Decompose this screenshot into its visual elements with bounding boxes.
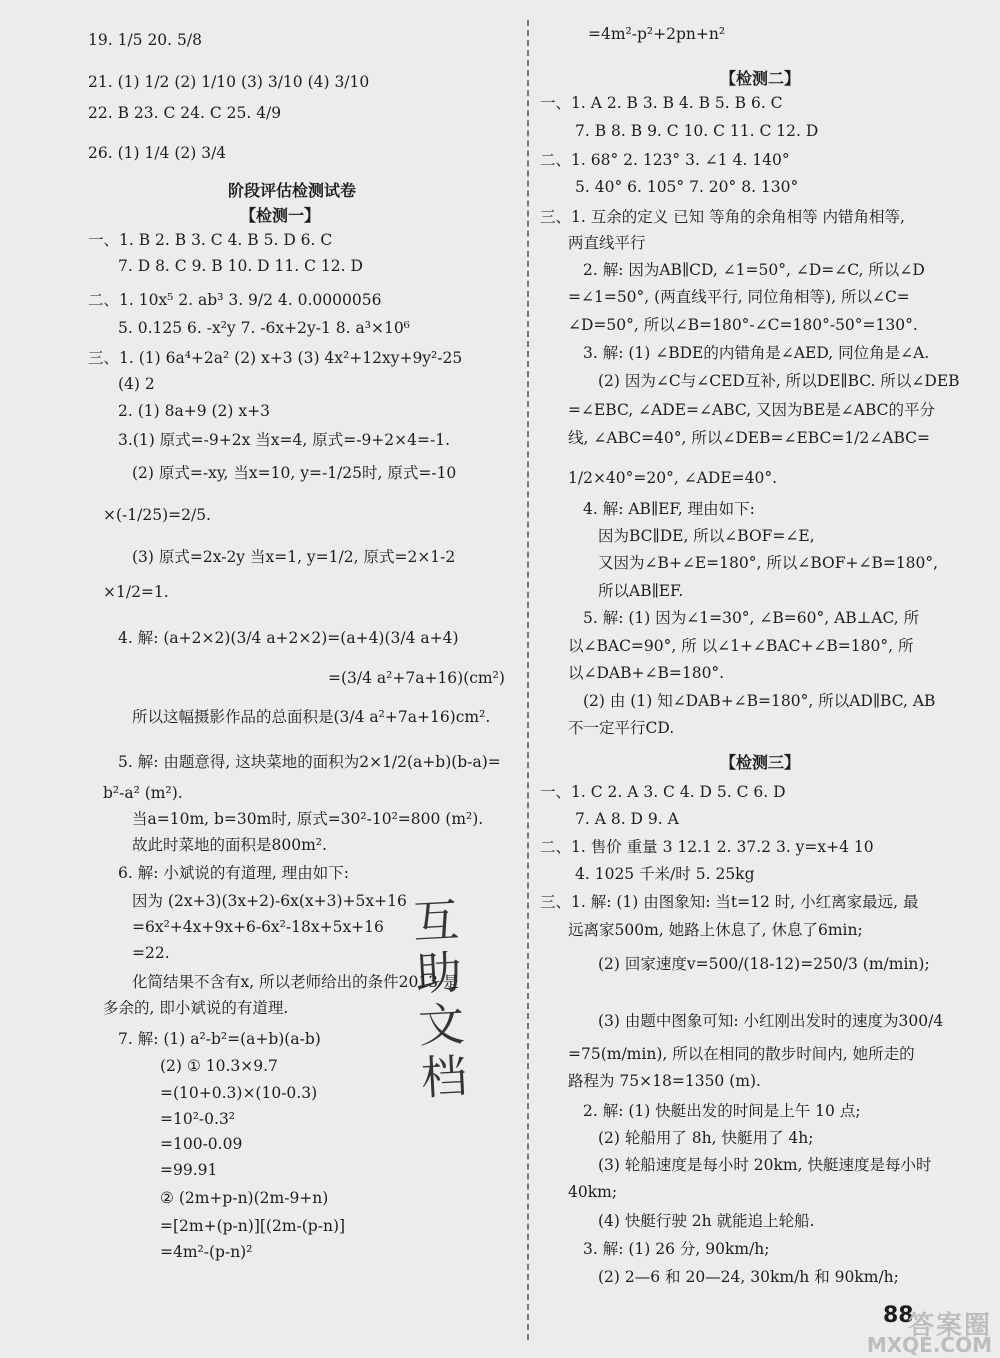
answer-line: 远离家500m, 她路上休息了, 休息了6min; — [568, 921, 863, 939]
answer-line: 以∠DAB+∠B=180°. — [568, 664, 725, 682]
answer-line: (2) 原式=-xy, 当x=10, y=-1/25时, 原式=-10 — [132, 464, 457, 482]
answer-line: 故此时菜地的面积是800m². — [132, 836, 327, 854]
answer-line: 3. 解: (1) ∠BDE的内错角是∠AED, 同位角是∠A. — [583, 344, 930, 362]
answer-line: 三、1. 互余的定义 已知 等角的余角相等 内错角相等, — [540, 208, 905, 226]
answer-line: 4. 解: AB∥EF, 理由如下: — [583, 500, 755, 518]
answer-line: 2. (1) 8a+9 (2) x+3 — [118, 402, 270, 420]
answer-line: 所以AB∥EF. — [598, 582, 684, 600]
answer-line: (2) 由 (1) 知∠DAB+∠B=180°, 所以AD∥BC, AB — [583, 692, 936, 710]
handwritten-char: 文 — [416, 996, 466, 1054]
answer-line: 22. B 23. C 24. C 25. 4/9 — [88, 104, 282, 122]
answer-line: 二、1. 10x⁵ 2. ab³ 3. 9/2 4. 0.0000056 — [88, 291, 382, 309]
answer-line: =[2m+(p-n)][(2m-(p-n)] — [160, 1217, 346, 1235]
answer-line: (3) 由题中图象可知: 小红刚出发时的速度为300/4 — [598, 1012, 944, 1030]
column-divider — [527, 20, 529, 1340]
answer-line: 5. 40° 6. 105° 7. 20° 8. 130° — [575, 178, 799, 196]
handwritten-annotation — [390, 893, 491, 1105]
test3-heading: 【检测三】 — [720, 753, 801, 772]
answer-line: 2. 解: (1) 快艇出发的时间是上午 10 点; — [583, 1102, 861, 1120]
answer-line: 6. 解: 小斌说的有道理, 理由如下: — [118, 864, 349, 882]
watermark-url: MXQE.COM — [866, 1333, 992, 1357]
answer-line: 一、1. B 2. B 3. C 4. B 5. D 6. C — [88, 231, 333, 249]
answer-line: 2. 解: 因为AB∥CD, ∠1=50°, ∠D=∠C, 所以∠D — [583, 261, 925, 279]
answer-line: 5. 解: 由题意得, 这块菜地的面积为2×1/2(a+b)(b-a)= — [118, 753, 501, 771]
answer-line: =6x²+4x+9x+6-6x²-18x+5x+16 — [132, 918, 384, 936]
answer-line: ×(-1/25)=2/5. — [103, 506, 211, 524]
answer-line: 因为BC∥DE, 所以∠BOF=∠E, — [598, 527, 815, 545]
answer-line: 以∠BAC=90°, 所 以∠1+∠BAC+∠B=180°, 所 — [568, 637, 914, 655]
answer-line: 5. 0.125 6. -x²y 7. -6x+2y-1 8. a³×10⁶ — [118, 319, 410, 337]
answer-line: (2) 因为∠C与∠CED互补, 所以DE∥BC. 所以∠DEB — [598, 372, 960, 390]
watermark-text: 答案圈 — [907, 1311, 992, 1341]
answer-line: ② (2m+p-n)(2m-9+n) — [160, 1189, 329, 1207]
answer-line: 所以这幅摄影作品的总面积是(3/4 a²+7a+16)cm². — [132, 708, 491, 726]
answer-line: =4m²-(p-n)² — [160, 1243, 253, 1261]
answer-line: (3) 原式=2x-2y 当x=1, y=1/2, 原式=2×1-2 — [132, 548, 456, 566]
handwritten-char: 档 — [419, 1048, 469, 1106]
answer-line: =99.91 — [160, 1161, 218, 1179]
answer-line: 化简结果不含有x, 所以老师给出的条件2013 是 — [132, 973, 459, 991]
answer-line: =100-0.09 — [160, 1135, 243, 1153]
answer-line: 40km; — [568, 1183, 618, 1201]
handwritten-char: 互 — [411, 892, 461, 950]
answer-line: 二、1. 68° 2. 123° 3. ∠1 4. 140° — [540, 151, 790, 169]
answer-line: b²-a² (m²). — [103, 784, 183, 802]
answer-line: 两直线平行 — [568, 234, 646, 252]
test1-heading: 【检测一】 — [240, 206, 321, 225]
answer-line: =(3/4 a²+7a+16)(cm²) — [328, 669, 505, 687]
answer-line: 多余的, 即小斌说的有道理. — [103, 999, 289, 1017]
answer-line: 路程为 75×18=1350 (m). — [568, 1072, 761, 1090]
answer-line: 5. 解: (1) 因为∠1=30°, ∠B=60°, AB⊥AC, 所 — [583, 609, 920, 627]
answer-line: 4. 1025 千米/时 5. 25kg — [575, 865, 755, 883]
answer-line: =4m²-p²+2pn+n² — [588, 25, 726, 43]
answer-line: 二、1. 售价 重量 3 12.1 2. 37.2 3. y=x+4 10 — [540, 838, 874, 856]
section-title: 阶段评估检测试卷 — [228, 181, 357, 200]
watermark-logo — [840, 1305, 1000, 1357]
answer-line: 一、1. C 2. A 3. C 4. D 5. C 6. D — [540, 783, 786, 801]
answer-line: 7. A 8. D 9. A — [575, 810, 679, 828]
answer-line: ×1/2=1. — [103, 583, 169, 601]
answer-line: 一、1. A 2. B 3. B 4. B 5. B 6. C — [540, 94, 783, 112]
answer-line: 当a=10m, b=30m时, 原式=30²-10²=800 (m²). — [132, 810, 484, 828]
answer-line: =22. — [132, 944, 170, 962]
answer-line: (2) 2—6 和 20—24, 30km/h 和 90km/h; — [598, 1268, 899, 1286]
answer-line: 又因为∠B+∠E=180°, 所以∠BOF+∠B=180°, — [598, 554, 939, 572]
answer-line: 1/2×40°=20°, ∠ADE=40°. — [568, 469, 778, 487]
answer-line: =(10+0.3)×(10-0.3) — [160, 1084, 318, 1102]
answer-line: 19. 1/5 20. 5/8 — [88, 31, 202, 49]
answer-line: 4. 解: (a+2×2)(3/4 a+2×2)=(a+4)(3/4 a+4) — [118, 629, 459, 647]
answer-line: (2) ① 10.3×9.7 — [160, 1057, 278, 1075]
answer-line: 7. 解: (1) a²-b²=(a+b)(a-b) — [118, 1030, 321, 1048]
answer-line: 三、1. (1) 6a⁴+2a² (2) x+3 (3) 4x²+12xy+9y²-25 — [88, 349, 463, 367]
answer-line: (2) 轮船用了 8h, 快艇用了 4h; — [598, 1129, 814, 1147]
handwritten-char: 助 — [414, 944, 464, 1002]
answer-line: 三、1. 解: (1) 由图象知: 当t=12 时, 小红离家最远, 最 — [540, 893, 919, 911]
answer-line: 3.(1) 原式=-9+2x 当x=4, 原式=-9+2×4=-1. — [118, 431, 451, 449]
answer-line: =75(m/min), 所以在相同的散步时间内, 她所走的 — [568, 1045, 915, 1063]
answer-line: ∠D=50°, 所以∠B=180°-∠C=180°-50°=130°. — [568, 316, 918, 334]
test2-heading: 【检测二】 — [720, 69, 801, 88]
page-number: 88 — [883, 1303, 914, 1328]
answer-line: =∠1=50°, (两直线平行, 同位角相等), 所以∠C= — [568, 288, 910, 306]
answer-line: (2) 回家速度v=500/(18-12)=250/3 (m/min); — [598, 955, 930, 973]
answer-line: 因为 (2x+3)(3x+2)-6x(x+3)+5x+16 — [132, 892, 407, 910]
answer-line: 7. D 8. C 9. B 10. D 11. C 12. D — [118, 257, 363, 275]
answer-line: 3. 解: (1) 26 分, 90km/h; — [583, 1240, 770, 1258]
answer-line: 26. (1) 1/4 (2) 3/4 — [88, 144, 227, 162]
answer-line: 线, ∠ABC=40°, 所以∠DEB=∠EBC=1/2∠ABC= — [568, 429, 930, 447]
answer-line: (3) 轮船速度是每小时 20km, 快艇速度是每小时 — [598, 1156, 932, 1174]
answer-line: 7. B 8. B 9. C 10. C 11. C 12. D — [575, 122, 819, 140]
answer-line: (4) 2 — [118, 375, 155, 393]
answer-line: (4) 快艇行驶 2h 就能追上轮船. — [598, 1212, 815, 1230]
answer-line: =10²-0.3² — [160, 1110, 236, 1128]
answer-line: 不一定平行CD. — [568, 719, 675, 737]
answer-line: =∠EBC, ∠ADE=∠ABC, 又因为BE是∠ABC的平分 — [568, 401, 935, 419]
answer-line: 21. (1) 1/2 (2) 1/10 (3) 3/10 (4) 3/10 — [88, 73, 370, 91]
